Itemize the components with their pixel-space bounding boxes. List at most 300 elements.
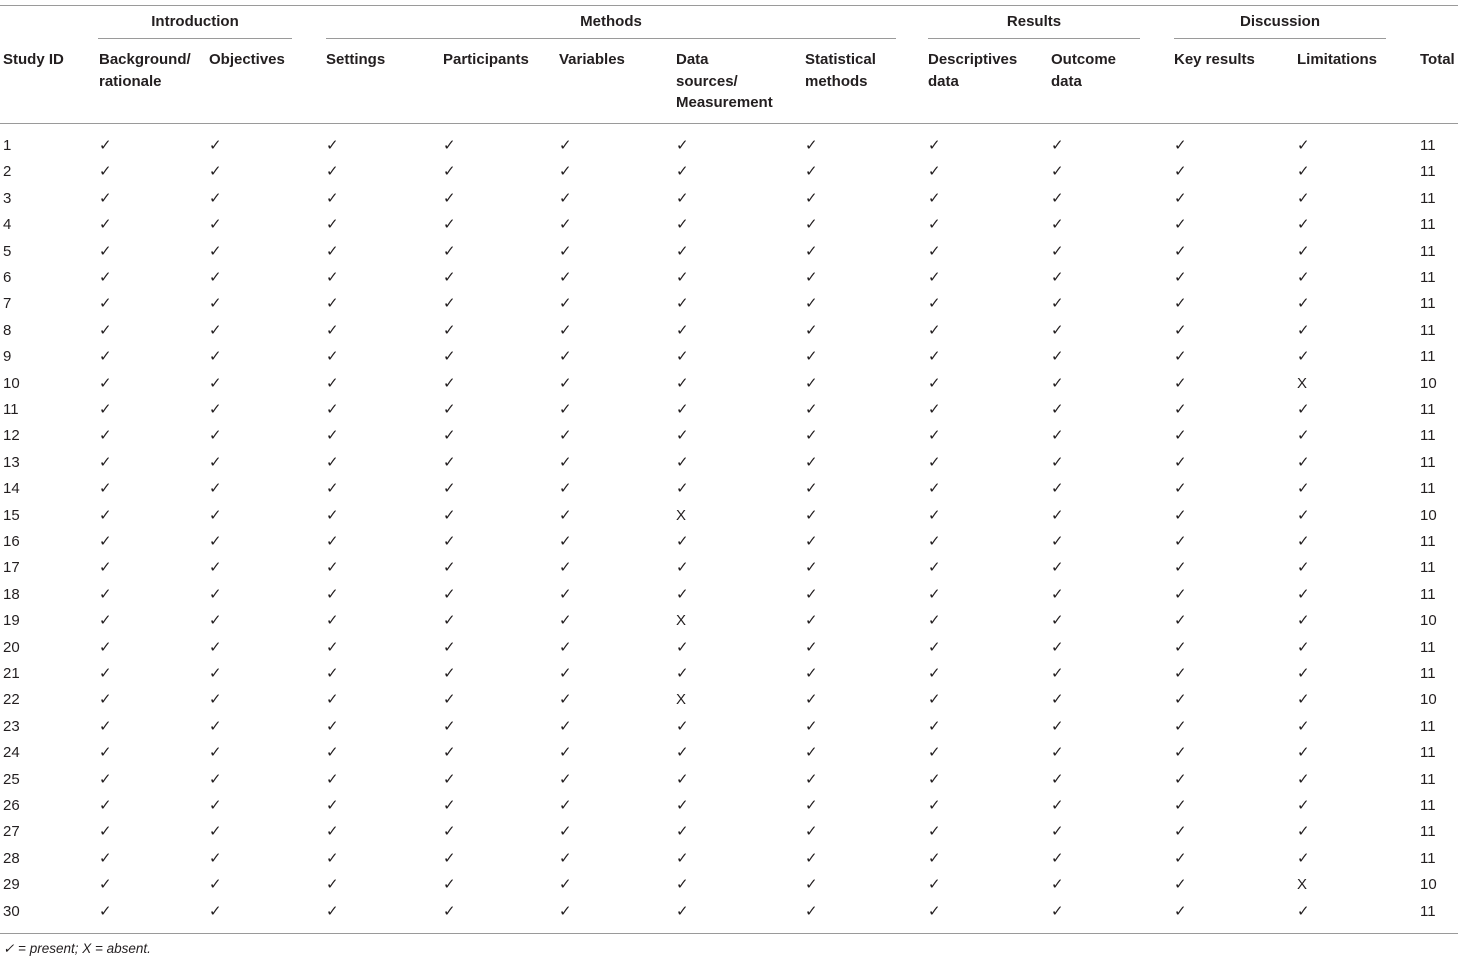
cell-row-10-study-id: 10 [3,374,20,392]
cell-row-11-key-results: ✓ [1174,401,1187,418]
cell-row-20-objectives: ✓ [209,638,222,656]
cell-row-18-background: ✓ [99,585,112,603]
column-header-key-results: Key results [1174,51,1255,68]
table-bottom-rule [0,933,1458,934]
cell-row-9-data-sources: ✓ [676,348,689,366]
cell-row-4-statistical: ✓ [805,216,818,234]
cell-row-2-data-sources: ✓ [676,163,689,181]
cell-row-18-objectives: ✓ [209,585,222,603]
cell-row-22-objectives: ✓ [209,691,222,709]
cell-row-11-study-id: 11 [3,401,19,418]
cell-row-4-total: 11 [1420,216,1436,234]
cell-row-3-statistical: ✓ [805,189,818,207]
cell-row-6-background: ✓ [99,269,112,286]
cell-row-15-outcome: ✓ [1051,506,1064,524]
cell-row-25-variables: ✓ [559,770,572,788]
cell-row-9-participants: ✓ [443,348,456,366]
cell-row-11-background: ✓ [99,401,112,418]
cell-row-7-objectives: ✓ [209,295,222,313]
cell-row-23-data-sources: ✓ [676,717,689,735]
cell-row-30-key-results: ✓ [1174,902,1187,920]
cell-row-16-data-sources: ✓ [676,533,689,550]
cell-row-21-variables: ✓ [559,665,572,682]
cell-row-14-statistical: ✓ [805,480,818,498]
cell-row-5-variables: ✓ [559,242,572,260]
cell-row-11-participants: ✓ [443,401,456,418]
cell-row-16-settings: ✓ [326,533,339,550]
cell-row-28-key-results: ✓ [1174,849,1187,867]
cell-row-4-descriptives: ✓ [928,216,941,234]
cell-row-28-study-id: 28 [3,849,20,867]
cell-row-29-participants: ✓ [443,876,456,894]
cell-row-27-statistical: ✓ [805,823,818,841]
cell-row-14-participants: ✓ [443,480,456,498]
cell-row-29-total: 10 [1420,876,1437,894]
cell-row-5-limitations: ✓ [1297,242,1310,260]
cell-row-22-key-results: ✓ [1174,691,1187,709]
cell-row-9-variables: ✓ [559,348,572,366]
cell-row-7-limitations: ✓ [1297,295,1310,313]
cell-row-19-outcome: ✓ [1051,612,1064,630]
cell-row-30-participants: ✓ [443,902,456,920]
cell-row-1-study-id: 1 [3,137,12,154]
column-header-participants: Participants [443,51,529,68]
cell-row-24-data-sources: ✓ [676,744,689,762]
cell-row-20-total: 11 [1420,638,1436,656]
cell-row-12-statistical: ✓ [805,427,818,445]
cell-row-9-background: ✓ [99,348,112,366]
cell-row-13-total: 11 [1420,453,1436,471]
header-rule [0,123,1458,124]
cell-row-7-variables: ✓ [559,295,572,313]
cell-row-3-data-sources: ✓ [676,189,689,207]
cell-row-13-objectives: ✓ [209,453,222,471]
cell-row-23-outcome: ✓ [1051,717,1064,735]
cell-row-27-outcome: ✓ [1051,823,1064,841]
cell-row-13-participants: ✓ [443,453,456,471]
cell-row-17-background: ✓ [99,559,112,577]
cell-row-8-participants: ✓ [443,321,456,339]
cell-row-1-variables: ✓ [559,137,572,154]
group-header-introduction: Introduction [151,13,239,30]
cell-row-14-settings: ✓ [326,480,339,498]
column-header-descriptives: Descriptives data [928,51,1018,90]
cell-row-23-study-id: 23 [3,717,20,735]
cell-row-18-statistical: ✓ [805,585,818,603]
cell-row-30-statistical: ✓ [805,902,818,920]
cell-row-29-settings: ✓ [326,876,339,894]
cell-row-19-statistical: ✓ [805,612,818,630]
cell-row-26-variables: ✓ [559,797,572,814]
cell-row-4-outcome: ✓ [1051,216,1064,234]
cell-row-6-data-sources: ✓ [676,269,689,286]
cell-row-30-limitations: ✓ [1297,902,1310,920]
cell-row-24-objectives: ✓ [209,744,222,762]
cell-row-20-outcome: ✓ [1051,638,1064,656]
cell-row-6-objectives: ✓ [209,269,222,286]
cell-row-21-limitations: ✓ [1297,665,1310,682]
cell-row-18-limitations: ✓ [1297,585,1310,603]
cell-row-6-descriptives: ✓ [928,269,941,286]
cell-row-10-participants: ✓ [443,374,456,392]
cell-row-2-settings: ✓ [326,163,339,181]
cell-row-7-settings: ✓ [326,295,339,313]
cell-row-27-study-id: 27 [3,823,20,841]
cell-row-19-key-results: ✓ [1174,612,1187,630]
cell-row-22-variables: ✓ [559,691,572,709]
cell-row-25-objectives: ✓ [209,770,222,788]
cell-row-3-key-results: ✓ [1174,189,1187,207]
cell-row-14-total: 11 [1420,480,1436,498]
cell-row-29-background: ✓ [99,876,112,894]
cell-row-15-key-results: ✓ [1174,506,1187,524]
cell-row-9-total: 11 [1420,348,1436,366]
cell-row-2-key-results: ✓ [1174,163,1187,181]
cell-row-25-study-id: 25 [3,770,20,788]
column-header-study-id: Study ID [3,51,64,68]
cell-row-5-total: 11 [1420,242,1436,260]
cell-row-20-settings: ✓ [326,638,339,656]
cell-row-15-participants: ✓ [443,506,456,524]
cell-row-7-data-sources: ✓ [676,295,689,313]
cell-row-14-objectives: ✓ [209,480,222,498]
cell-row-18-data-sources: ✓ [676,585,689,603]
cell-row-10-limitations: X [1297,374,1308,392]
cell-row-26-data-sources: ✓ [676,797,689,814]
cell-row-2-outcome: ✓ [1051,163,1064,181]
cell-row-9-statistical: ✓ [805,348,818,366]
cell-row-5-descriptives: ✓ [928,242,941,260]
cell-row-19-total: 10 [1420,612,1437,630]
cell-row-15-data-sources: X [676,506,687,524]
cell-row-5-study-id: 5 [3,242,12,260]
column-header-statistical: Statistical methods [805,51,876,90]
cell-row-6-total: 11 [1420,269,1436,286]
cell-row-14-variables: ✓ [559,480,572,498]
cell-row-7-outcome: ✓ [1051,295,1064,313]
cell-row-11-outcome: ✓ [1051,401,1064,418]
cell-row-15-descriptives: ✓ [928,506,941,524]
cell-row-12-outcome: ✓ [1051,427,1064,445]
cell-row-26-settings: ✓ [326,797,339,814]
table-top-rule [0,5,1458,6]
cell-row-5-background: ✓ [99,242,112,260]
cell-row-21-objectives: ✓ [209,665,222,682]
cell-row-17-participants: ✓ [443,559,456,577]
cell-row-1-settings: ✓ [326,137,339,154]
cell-row-29-descriptives: ✓ [928,876,941,894]
cell-row-13-descriptives: ✓ [928,453,941,471]
cell-row-8-study-id: 8 [3,321,12,339]
cell-row-12-participants: ✓ [443,427,456,445]
column-header-variables: Variables [559,51,625,68]
cell-row-7-participants: ✓ [443,295,456,313]
cell-row-21-statistical: ✓ [805,665,818,682]
cell-row-20-data-sources: ✓ [676,638,689,656]
cell-row-7-total: 11 [1420,295,1436,313]
cell-row-17-data-sources: ✓ [676,559,689,577]
cell-row-12-total: 11 [1420,427,1436,445]
cell-row-30-objectives: ✓ [209,902,222,920]
cell-row-2-total: 11 [1420,163,1436,181]
cell-row-11-settings: ✓ [326,401,339,418]
column-header-objectives: Objectives [209,51,285,68]
cell-row-9-key-results: ✓ [1174,348,1187,366]
cell-row-2-variables: ✓ [559,163,572,181]
cell-row-1-total: 11 [1420,137,1436,154]
cell-row-25-outcome: ✓ [1051,770,1064,788]
cell-row-22-settings: ✓ [326,691,339,709]
cell-row-21-settings: ✓ [326,665,339,682]
cell-row-17-variables: ✓ [559,559,572,577]
cell-row-20-participants: ✓ [443,638,456,656]
cell-row-18-key-results: ✓ [1174,585,1187,603]
cell-row-27-total: 11 [1420,823,1436,841]
cell-row-4-background: ✓ [99,216,112,234]
cell-row-3-variables: ✓ [559,189,572,207]
group-header-methods: Methods [580,13,642,30]
cell-row-27-participants: ✓ [443,823,456,841]
cell-row-27-objectives: ✓ [209,823,222,841]
cell-row-6-limitations: ✓ [1297,269,1310,286]
cell-row-21-data-sources: ✓ [676,665,689,682]
cell-row-23-statistical: ✓ [805,717,818,735]
cell-row-13-limitations: ✓ [1297,453,1310,471]
cell-row-16-participants: ✓ [443,533,456,550]
column-header-limitations: Limitations [1297,51,1378,68]
cell-row-6-study-id: 6 [3,269,12,286]
table-footnote: ✓ = present; X = absent. [3,941,151,956]
cell-row-22-participants: ✓ [443,691,456,709]
cell-row-28-participants: ✓ [443,849,456,867]
cell-row-8-variables: ✓ [559,321,572,339]
cell-row-21-participants: ✓ [443,665,456,682]
cell-row-4-key-results: ✓ [1174,216,1187,234]
cell-row-2-limitations: ✓ [1297,163,1310,181]
cell-row-28-limitations: ✓ [1297,849,1310,867]
cell-row-20-key-results: ✓ [1174,638,1187,656]
cell-row-20-statistical: ✓ [805,638,818,656]
cell-row-24-settings: ✓ [326,744,339,762]
cell-row-23-participants: ✓ [443,717,456,735]
cell-row-4-data-sources: ✓ [676,216,689,234]
cell-row-9-limitations: ✓ [1297,348,1310,366]
cell-row-16-total: 11 [1420,533,1436,550]
cell-row-26-study-id: 26 [3,797,20,814]
cell-row-16-variables: ✓ [559,533,572,550]
cell-row-23-total: 11 [1420,717,1436,735]
cell-row-10-total: 10 [1420,374,1437,392]
cell-row-17-statistical: ✓ [805,559,818,577]
cell-row-7-study-id: 7 [3,295,12,313]
cell-row-10-key-results: ✓ [1174,374,1187,392]
cell-row-30-data-sources: ✓ [676,902,689,920]
cell-row-6-outcome: ✓ [1051,269,1064,286]
cell-row-26-participants: ✓ [443,797,456,814]
cell-row-24-statistical: ✓ [805,744,818,762]
cell-row-30-variables: ✓ [559,902,572,920]
cell-row-14-study-id: 14 [3,480,20,498]
cell-row-25-statistical: ✓ [805,770,818,788]
cell-row-11-limitations: ✓ [1297,401,1310,418]
cell-row-13-outcome: ✓ [1051,453,1064,471]
cell-row-24-outcome: ✓ [1051,744,1064,762]
cell-row-28-descriptives: ✓ [928,849,941,867]
cell-row-4-objectives: ✓ [209,216,222,234]
cell-row-29-outcome: ✓ [1051,876,1064,894]
cell-row-8-settings: ✓ [326,321,339,339]
cell-row-10-background: ✓ [99,374,112,392]
cell-row-8-objectives: ✓ [209,321,222,339]
cell-row-3-background: ✓ [99,189,112,207]
cell-row-25-limitations: ✓ [1297,770,1310,788]
cell-row-2-participants: ✓ [443,163,456,181]
cell-row-25-settings: ✓ [326,770,339,788]
cell-row-16-outcome: ✓ [1051,533,1064,550]
cell-row-27-data-sources: ✓ [676,823,689,841]
cell-row-28-background: ✓ [99,849,112,867]
cell-row-24-background: ✓ [99,744,112,762]
cell-row-3-settings: ✓ [326,189,339,207]
cell-row-23-key-results: ✓ [1174,717,1187,735]
cell-row-24-descriptives: ✓ [928,744,941,762]
cell-row-10-statistical: ✓ [805,374,818,392]
cell-row-30-descriptives: ✓ [928,902,941,920]
cell-row-22-background: ✓ [99,691,112,709]
cell-row-27-settings: ✓ [326,823,339,841]
cell-row-24-study-id: 24 [3,744,20,762]
cell-row-3-study-id: 3 [3,189,12,207]
cell-row-19-limitations: ✓ [1297,612,1310,630]
cell-row-4-study-id: 4 [3,216,12,234]
cell-row-28-outcome: ✓ [1051,849,1064,867]
cell-row-23-descriptives: ✓ [928,717,941,735]
cell-row-8-descriptives: ✓ [928,321,941,339]
cell-row-9-study-id: 9 [3,348,12,366]
cell-row-26-total: 11 [1420,797,1436,814]
cell-row-15-study-id: 15 [3,506,20,524]
cell-row-19-data-sources: X [676,612,687,630]
cell-row-16-objectives: ✓ [209,533,222,550]
cell-row-22-study-id: 22 [3,691,20,709]
cell-row-19-variables: ✓ [559,612,572,630]
cell-row-26-descriptives: ✓ [928,797,941,814]
cell-row-1-participants: ✓ [443,137,456,154]
cell-row-3-objectives: ✓ [209,189,222,207]
cell-row-30-settings: ✓ [326,902,339,920]
group-rule-introduction [98,38,292,39]
cell-row-13-key-results: ✓ [1174,453,1187,471]
cell-row-7-statistical: ✓ [805,295,818,313]
cell-row-8-outcome: ✓ [1051,321,1064,339]
cell-row-19-background: ✓ [99,612,112,630]
cell-row-1-key-results: ✓ [1174,137,1187,154]
cell-row-26-objectives: ✓ [209,797,222,814]
cell-row-26-outcome: ✓ [1051,797,1064,814]
cell-row-21-background: ✓ [99,665,112,682]
cell-row-4-limitations: ✓ [1297,216,1310,234]
cell-row-28-data-sources: ✓ [676,849,689,867]
cell-row-13-study-id: 13 [3,453,20,471]
cell-row-6-statistical: ✓ [805,269,818,286]
cell-row-9-descriptives: ✓ [928,348,941,366]
cell-row-15-variables: ✓ [559,506,572,524]
cell-row-15-statistical: ✓ [805,506,818,524]
cell-row-21-total: 11 [1420,665,1436,682]
cell-row-22-outcome: ✓ [1051,691,1064,709]
cell-row-9-objectives: ✓ [209,348,222,366]
cell-row-5-data-sources: ✓ [676,242,689,260]
cell-row-1-background: ✓ [99,137,112,154]
cell-row-14-outcome: ✓ [1051,480,1064,498]
cell-row-2-study-id: 2 [3,163,12,181]
cell-row-12-limitations: ✓ [1297,427,1310,445]
cell-row-9-outcome: ✓ [1051,348,1064,366]
cell-row-26-statistical: ✓ [805,797,818,814]
cell-row-11-total: 11 [1420,401,1436,418]
cell-row-13-background: ✓ [99,453,112,471]
cell-row-1-data-sources: ✓ [676,137,689,154]
cell-row-22-limitations: ✓ [1297,691,1310,709]
cell-row-8-limitations: ✓ [1297,321,1310,339]
cell-row-29-statistical: ✓ [805,876,818,894]
cell-row-1-outcome: ✓ [1051,137,1064,154]
cell-row-30-background: ✓ [99,902,112,920]
cell-row-25-total: 11 [1420,770,1436,788]
cell-row-10-outcome: ✓ [1051,374,1064,392]
cell-row-24-total: 11 [1420,744,1436,762]
cell-row-16-key-results: ✓ [1174,533,1187,550]
cell-row-24-limitations: ✓ [1297,744,1310,762]
cell-row-15-settings: ✓ [326,506,339,524]
cell-row-29-study-id: 29 [3,876,20,894]
cell-row-28-settings: ✓ [326,849,339,867]
cell-row-19-participants: ✓ [443,612,456,630]
cell-row-22-descriptives: ✓ [928,691,941,709]
cell-row-13-variables: ✓ [559,453,572,471]
cell-row-8-total: 11 [1420,321,1436,339]
cell-row-5-participants: ✓ [443,242,456,260]
cell-row-28-total: 11 [1420,849,1436,867]
cell-row-18-descriptives: ✓ [928,585,941,603]
cell-row-7-descriptives: ✓ [928,295,941,313]
group-rule-methods [326,38,896,39]
cell-row-20-study-id: 20 [3,638,20,656]
cell-row-18-total: 11 [1420,585,1436,603]
cell-row-25-key-results: ✓ [1174,770,1187,788]
cell-row-4-settings: ✓ [326,216,339,234]
cell-row-16-limitations: ✓ [1297,533,1310,550]
cell-row-3-limitations: ✓ [1297,189,1310,207]
cell-row-7-background: ✓ [99,295,112,313]
cell-row-1-objectives: ✓ [209,137,222,154]
group-header-results: Results [1006,13,1062,30]
cell-row-30-study-id: 30 [3,902,20,920]
cell-row-18-outcome: ✓ [1051,585,1064,603]
cell-row-29-data-sources: ✓ [676,876,689,894]
cell-row-27-descriptives: ✓ [928,823,941,841]
cell-row-16-background: ✓ [99,533,112,550]
cell-row-13-statistical: ✓ [805,453,818,471]
cell-row-12-study-id: 12 [3,427,20,445]
cell-row-18-study-id: 18 [3,585,20,603]
cell-row-20-descriptives: ✓ [928,638,941,656]
cell-row-21-outcome: ✓ [1051,665,1064,682]
cell-row-11-variables: ✓ [559,401,572,418]
cell-row-17-key-results: ✓ [1174,559,1187,577]
cell-row-3-outcome: ✓ [1051,189,1064,207]
cell-row-1-limitations: ✓ [1297,137,1310,154]
